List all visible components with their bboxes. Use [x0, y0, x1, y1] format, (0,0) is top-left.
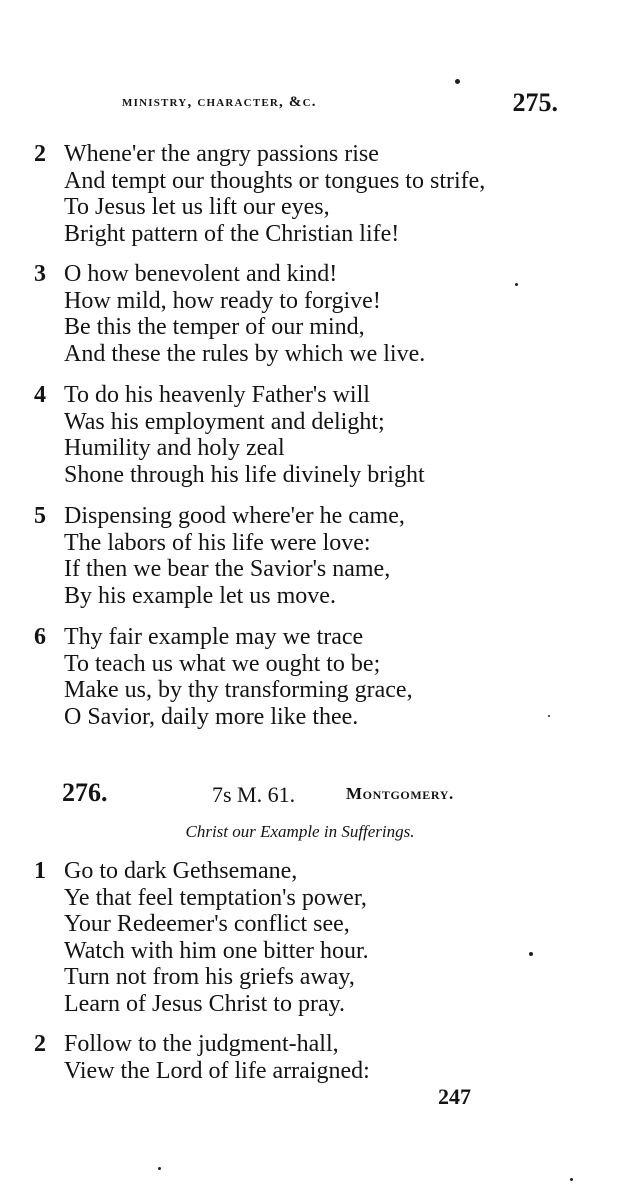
verse-line: Dispensing good where'er he came, [64, 503, 405, 529]
print-speck [158, 1167, 161, 1170]
verse-line: Watch with him one bitter hour. [64, 937, 369, 964]
verse-number: 5 [34, 503, 46, 529]
verse-number: 2 [34, 1031, 46, 1057]
print-speck [455, 79, 460, 84]
verse-line: Bright pattern of the Christian life! [64, 220, 400, 247]
verse-line: If then we bear the Savior's name, [64, 556, 391, 582]
verse-line: Thy fair example may we trace [64, 624, 364, 650]
verse-line: By his example let us move. [64, 582, 336, 609]
print-speck [515, 283, 518, 286]
verse-line: Follow to the judgment-hall, [64, 1031, 339, 1057]
verse-number: 4 [34, 382, 46, 408]
verse-number: 2 [34, 141, 46, 167]
verse-number: 3 [34, 261, 46, 287]
hymn-author: Montgomery. [346, 784, 454, 803]
hymn-meter: 7s M. 61. [212, 782, 296, 807]
hymn-subtitle: Christ our Example in Sufferings. [185, 822, 415, 841]
running-head: ministry, character, &c. [122, 94, 317, 110]
verse-line: How mild, how ready to forgive! [64, 287, 381, 314]
verse-line: To do his heavenly Father's will [64, 382, 370, 408]
verse-line: Go to dark Gethsemane, [64, 858, 298, 884]
page-header [122, 88, 558, 118]
verse-line: And these the rules by which we live. [64, 340, 426, 367]
print-speck [529, 952, 533, 956]
hymn-number: 276. [62, 778, 108, 807]
hymn-heading [62, 778, 482, 812]
verse-line: Learn of Jesus Christ to pray. [64, 990, 346, 1017]
verse-number: 1 [34, 858, 46, 884]
verse-line: Your Redeemer's conflict see, [64, 911, 350, 937]
verse-line: To Jesus let us lift our eyes, [64, 194, 330, 220]
page-number: 247 [438, 1084, 471, 1109]
verse-line: Be this the temper of our mind, [64, 314, 365, 340]
verse-line: O Savior, daily more like thee. [64, 703, 359, 730]
print-speck [570, 1178, 573, 1181]
verse-line: And tempt our thoughts or tongues to strife, [64, 167, 486, 194]
verse-line: View the Lord of life arraigned: [64, 1057, 370, 1084]
verse-line: Turn not from his griefs away, [64, 964, 355, 990]
print-speck [548, 715, 550, 717]
verse-line: To teach us what we ought to be; [64, 650, 381, 677]
verse-line: The labors of his life were love: [64, 529, 371, 556]
verse-line: Make us, by thy transforming grace, [64, 677, 413, 703]
header-hymn-number: 275. [512, 88, 558, 117]
verse-line: Was his employment and delight; [64, 408, 385, 435]
verse-line: O how benevolent and kind! [64, 261, 338, 287]
verse-line: Humility and holy zeal [64, 435, 285, 461]
verse-number: 6 [34, 624, 46, 650]
verse-line: Shone through his life divinely bright [64, 461, 425, 488]
verse-line: Ye that feel temptation's power, [64, 884, 367, 911]
verse-line: Whene'er the angry passions rise [64, 141, 379, 167]
